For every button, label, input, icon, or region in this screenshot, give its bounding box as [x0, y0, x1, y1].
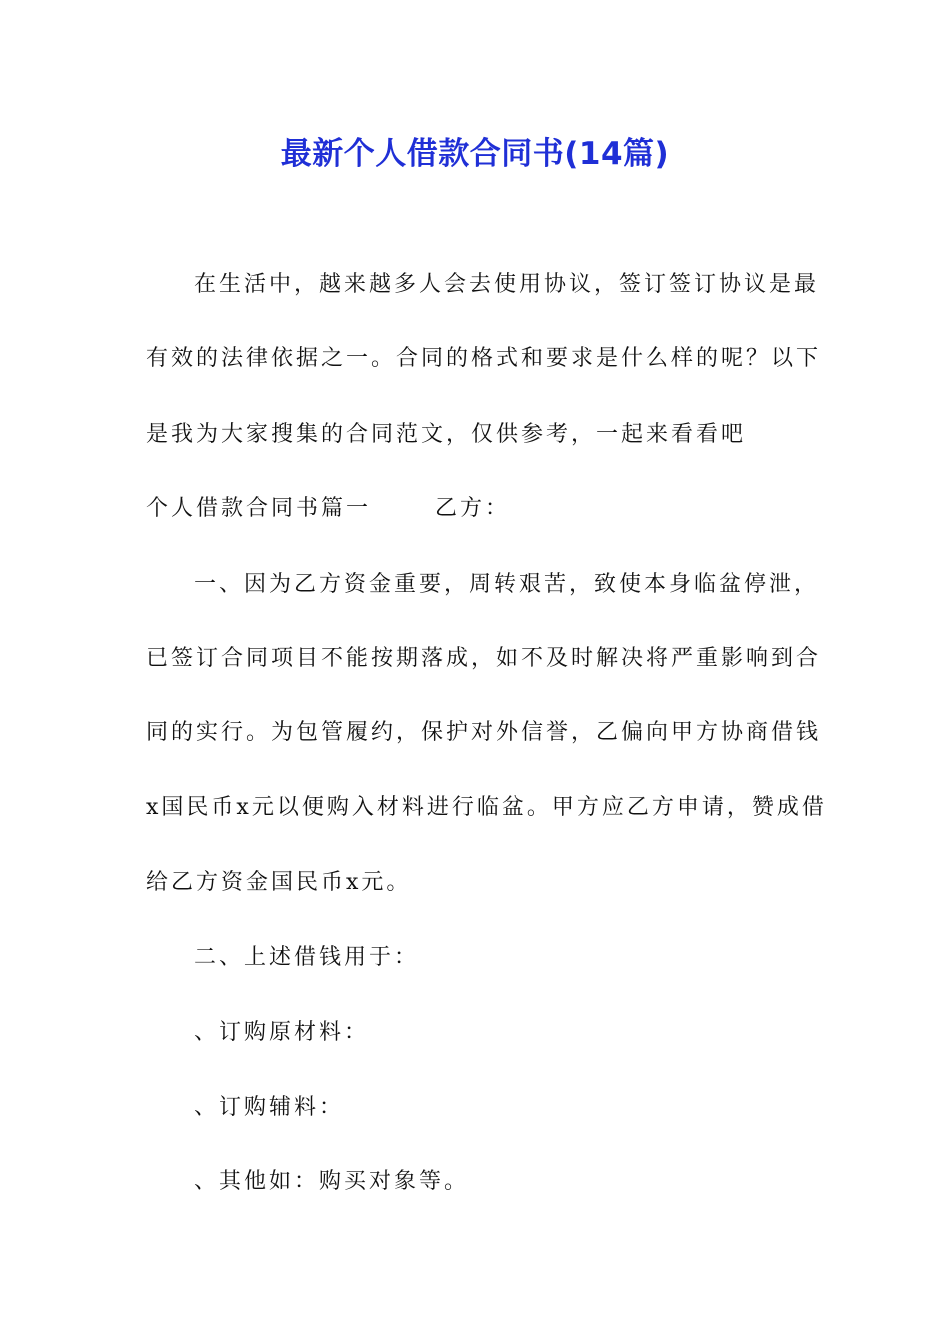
clause2-item-1: 、订购原材料： — [194, 1020, 370, 1045]
clause1-line-5: 给乙方资金国民币x元。 — [146, 870, 412, 895]
intro-line-2: 有效的法律依据之一。合同的格式和要求是什么样的呢？以下 — [146, 346, 822, 371]
clause2-item-2: 、订购辅料： — [194, 1095, 345, 1120]
clause2-heading: 二、上述借钱用于： — [194, 945, 420, 970]
clause1-line-1: 一、因为乙方资金重要，周转艰苦，致使本身临盆停泄， — [194, 572, 820, 597]
intro-line-3: 是我为大家搜集的合同范文，仅供参考，一起来看看吧 — [146, 422, 747, 447]
clause1-line-3: 同的实行。为包管履约，保护对外信誉，乙偏向甲方协商借钱 — [146, 720, 822, 745]
clause1-line-2: 已签订合同项目不能按期落成，如不及时解决将严重影响到合 — [146, 646, 822, 671]
section-heading-row — [146, 494, 836, 524]
clause1-line-4: x国民币x元以便购入材料进行临盆。甲方应乙方申请，赞成借 — [146, 795, 827, 820]
document-title: 最新个人借款合同书(14篇) — [280, 136, 670, 172]
clause2-item-3: 、其他如：购买对象等。 — [194, 1169, 470, 1194]
intro-line-1: 在生活中，越来越多人会去使用协议，签订签订协议是最 — [194, 272, 820, 297]
section-heading: 个人借款合同书篇一 — [146, 496, 372, 521]
party-b-label: 乙方： — [435, 496, 511, 521]
